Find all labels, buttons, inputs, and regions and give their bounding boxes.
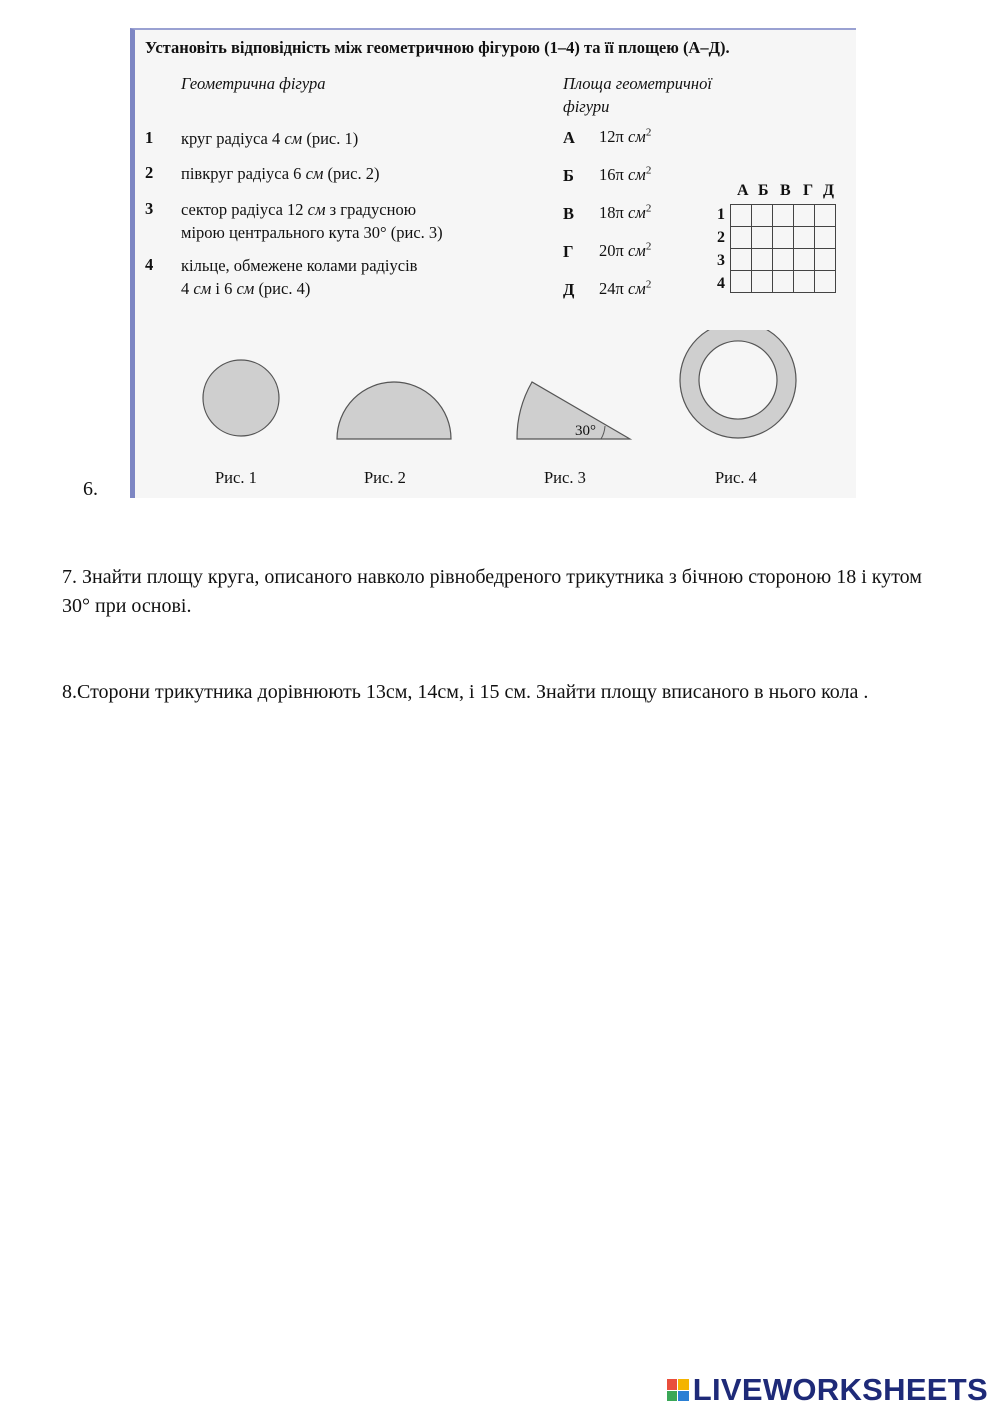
grid-row-number: 3 xyxy=(717,252,725,269)
figure-number: 3 xyxy=(145,199,154,218)
task-6-image xyxy=(130,28,856,498)
logo-text: LIVEWORKSHEETS xyxy=(692,1372,988,1407)
grid-row-number: 2 xyxy=(717,229,725,246)
task-7-text: 7. Знайти площу круга, описаного навколо рівнобедреного трикутника з бічною стороною 18 і кутом 30° при основі. xyxy=(62,566,922,617)
figure-description: сектор радіуса 12 см з градусною мірою центрального кута 30° (рис. 3) xyxy=(181,200,443,242)
grid-column-letter: В xyxy=(780,182,791,199)
answer-cell[interactable] xyxy=(794,249,815,271)
answer-cell[interactable] xyxy=(752,271,773,293)
answer-cell[interactable] xyxy=(815,227,836,249)
figure-number: 2 xyxy=(145,163,154,182)
answer-cell[interactable] xyxy=(731,271,752,293)
task-6-instruction: Установіть відповідність між геометричною фігурою (1–4) та її площею (А–Д). xyxy=(145,38,730,57)
angle-label: 30° xyxy=(575,423,596,439)
answer-cell[interactable] xyxy=(752,205,773,227)
ring-figure xyxy=(680,330,796,438)
area-letter: В xyxy=(563,204,575,223)
grid-column-letter: Б xyxy=(758,182,769,199)
answer-cell[interactable] xyxy=(815,205,836,227)
area-letter: А xyxy=(563,128,575,147)
answer-cell[interactable] xyxy=(794,227,815,249)
answer-cell[interactable] xyxy=(752,227,773,249)
area-value: 18π $см^2$ xyxy=(599,202,652,222)
area-column-header-line2: фігури xyxy=(563,97,610,116)
figure-description: круг радіуса 4 см (рис. 1) xyxy=(181,129,359,148)
area-value: 12π $см^2$ xyxy=(599,126,652,146)
semicircle-figure xyxy=(337,382,451,439)
figure-number: 1 xyxy=(145,128,154,147)
answer-cell[interactable] xyxy=(731,249,752,271)
answer-cell[interactable] xyxy=(815,249,836,271)
figure-description: кільце, обмежене колами радіусів 4 см і 6 см (рис. 4) xyxy=(181,256,418,298)
figure-caption: Рис. 4 xyxy=(715,468,757,487)
figure-caption: Рис. 1 xyxy=(215,468,257,487)
answer-cell[interactable] xyxy=(731,227,752,249)
figure-column-header: Геометрична фігура xyxy=(181,74,326,93)
grid-row-number: 4 xyxy=(717,275,725,292)
liveworksheets-logo-icon xyxy=(667,1379,689,1401)
figure-caption: Рис. 2 xyxy=(364,468,406,487)
answer-cell[interactable] xyxy=(794,205,815,227)
answer-cell[interactable] xyxy=(731,205,752,227)
grid-row-number: 1 xyxy=(717,206,725,223)
grid-column-letter: Д xyxy=(823,182,835,199)
area-letter: Б xyxy=(563,166,574,185)
answer-cell[interactable] xyxy=(773,205,794,227)
answer-grid xyxy=(730,204,836,293)
area-value: 20π $см^2$ xyxy=(599,240,652,260)
area-column-header-line1: Площа геометричної xyxy=(563,74,712,93)
sector-figure xyxy=(517,382,630,439)
answer-cell[interactable] xyxy=(794,271,815,293)
answer-cell[interactable] xyxy=(815,271,836,293)
figure-caption: Рис. 3 xyxy=(544,468,586,487)
grid-column-letter: А xyxy=(737,182,749,199)
area-value: 16π $см^2$ xyxy=(599,164,652,184)
answer-cell[interactable] xyxy=(773,249,794,271)
figures-drawing xyxy=(135,330,856,480)
area-letter: Д xyxy=(563,280,575,299)
figure-description: півкруг радіуса 6 см (рис. 2) xyxy=(181,164,380,183)
task-8-text: 8.Сторони трикутника дорівнюють 13см, 14см, і 15 см. Знайти площу вписаного в нього кола . xyxy=(62,681,869,703)
answer-cell[interactable] xyxy=(773,271,794,293)
grid-column-letter: Г xyxy=(803,182,814,199)
area-value: 24π $см^2$ xyxy=(599,278,652,298)
circle-figure xyxy=(203,360,279,436)
area-letter: Г xyxy=(563,242,574,261)
liveworksheets-logo xyxy=(667,1372,988,1408)
answer-cell[interactable] xyxy=(752,249,773,271)
answer-cell[interactable] xyxy=(773,227,794,249)
figure-number: 4 xyxy=(145,255,154,274)
task-6-number: 6. xyxy=(83,478,98,500)
